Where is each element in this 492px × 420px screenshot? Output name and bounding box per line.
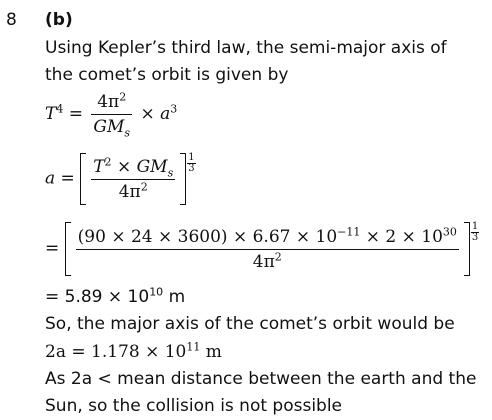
text-line-4: As 2a < mean distance between the earth and the <box>45 369 477 389</box>
eq1-denominator: $GM_s$ <box>93 117 131 140</box>
eq2-fraction <box>91 154 175 202</box>
question-number: 8 <box>6 10 17 30</box>
eq2-numerator: $T^2 \times GM_s$ <box>93 154 174 179</box>
eq5-value: 2a = 1.178 × 10 <box>45 342 187 362</box>
eq3-fraction <box>76 224 459 272</box>
eq3-exponent: $\frac{1}{3}$ <box>471 221 479 243</box>
eq1-numerator: $4\pi^2$ <box>91 92 132 115</box>
eq4-exp: 10 <box>149 285 164 299</box>
eq3-equals: = <box>45 238 60 259</box>
eq3-numerator: $(90 \times 24 \times 3600) \times 6.67 \times 10^{-11} \times 2 \times 10^{30}$ <box>76 227 459 250</box>
equation-semi-major-axis <box>45 153 196 205</box>
eq3-left-bracket <box>65 222 71 276</box>
eq2-lhs: a <box>45 168 56 189</box>
eq2-equals: = <box>60 168 75 189</box>
eq4-value: = 5.89 × 10 <box>45 287 150 307</box>
eq5-exp: 11 <box>186 340 201 354</box>
equation-numeric-substitution <box>45 222 479 276</box>
eq1-tail-exp: 3 <box>170 102 178 116</box>
eq1-fraction <box>91 90 132 140</box>
text-line-5: Sun, so the collision is not possible <box>45 396 343 416</box>
eq5-unit: m <box>200 342 222 362</box>
eq1-equals: = <box>68 104 83 124</box>
text-line-1: Using Kepler’s third law, the semi-major axis of <box>45 38 447 58</box>
question-part: (b) <box>45 10 73 30</box>
equation-result-semi-major <box>45 287 185 307</box>
eq1-lhs: T <box>45 104 57 124</box>
text-line-2: the comet’s orbit is given by <box>45 65 289 85</box>
equation-kepler-third-law <box>45 90 178 140</box>
eq2-right-bracket <box>180 153 186 205</box>
eq1-tail: × a <box>140 104 171 124</box>
eq3-denominator: $4\pi^2$ <box>252 249 282 272</box>
eq4-unit: m <box>163 287 186 307</box>
eq2-exponent: $\frac{1}{3}$ <box>188 152 195 174</box>
eq1-lhs-exp: 4 <box>56 102 64 116</box>
eq2-left-bracket <box>80 153 86 205</box>
eq2-denominator: $4\pi^2$ <box>118 179 148 202</box>
eq3-right-bracket <box>464 222 470 276</box>
text-line-3: So, the major axis of the comet’s orbit would be <box>45 314 455 334</box>
equation-major-axis <box>45 342 222 362</box>
